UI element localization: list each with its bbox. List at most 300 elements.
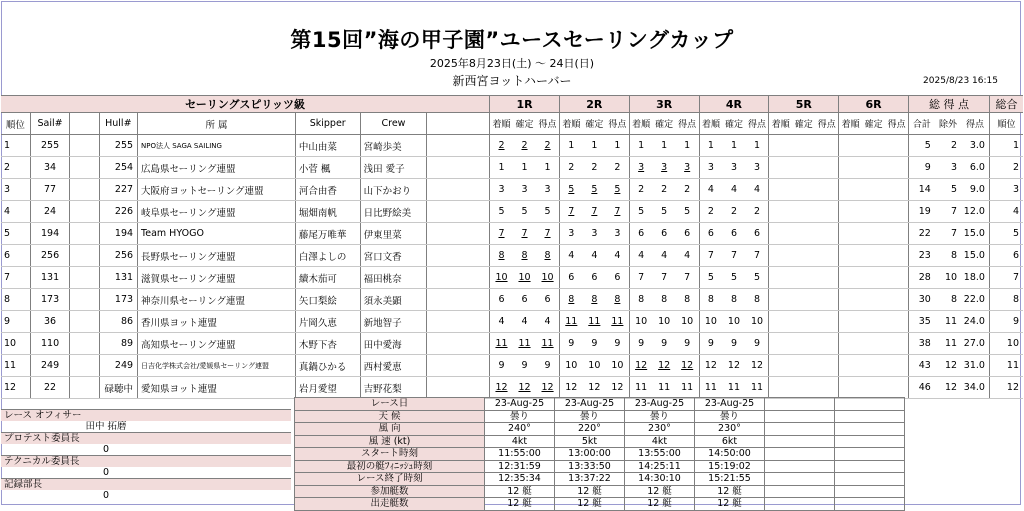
row-sum: 43 [909,355,935,377]
race-1-pts: 11 [536,333,559,355]
row-rank: 9 [1,311,30,333]
race-4-final: 8 [722,289,745,311]
race-4-finish: 8 [699,289,722,311]
row-crew: 宮崎歩美 [360,135,427,157]
official-name: 0 [102,490,110,501]
row-skipper: 真鍋ひかる [295,355,360,377]
race-1-pts: 1 [536,157,559,179]
row-overall-rank: 5 [989,223,1023,245]
race-1-pts: 9 [536,355,559,377]
row-org: 滋賀県セーリング連盟 [138,267,296,289]
row-crew: 新地智子 [360,311,427,333]
race-info-row [295,410,905,423]
row-skipper: 木野下杏 [295,333,360,355]
race-4-pts: 2 [746,201,769,223]
row-hull: 256 [99,245,137,267]
table-row [1,355,1023,377]
race-1-final: 2 [513,135,536,157]
race-3-final: 3 [653,157,676,179]
row-sail: 22 [30,377,69,399]
race-info-value: 15:19:02 [695,460,765,473]
race-2-finish: 4 [559,245,582,267]
race-info-value: 13:55:00 [625,448,695,461]
row-rank: 7 [1,267,30,289]
official-name-row [1,421,291,433]
race-3-final: 6 [653,223,676,245]
race-info-row [295,473,905,486]
row-sail: 194 [30,223,69,245]
official-role-row [1,433,291,445]
row-rank: 12 [1,377,30,399]
race-4-finish: 11 [699,377,722,399]
race-info-value: 12 艇 [625,485,695,498]
row-sail: 110 [30,333,69,355]
race-1-pts: 2 [536,135,559,157]
race-info-row [295,398,905,411]
col-race-5-pts: 得点 [815,113,838,135]
race-1-final: 4 [513,311,536,333]
row-score: 27.0 [961,333,989,355]
race-2-finish: 3 [559,223,582,245]
col-total-excl: 除外 [935,113,961,135]
race-3-finish: 1 [629,135,652,157]
printed-timestamp: 2025/8/23 16:15 [923,76,998,86]
row-excl: 7 [935,223,961,245]
row-score: 22.0 [961,289,989,311]
race-info-value: 14:30:10 [625,473,695,486]
race-4-pts: 6 [746,223,769,245]
race-4-finish: 2 [699,201,722,223]
race-2-final: 4 [583,245,606,267]
table-row [1,245,1023,267]
race-4-final: 2 [722,201,745,223]
row-sail: 131 [30,267,69,289]
row-hull: 173 [99,289,137,311]
row-skipper: 小菅 楓 [295,157,360,179]
race-1-finish: 11 [490,333,513,355]
row-excl: 11 [935,311,961,333]
header-row-1 [1,96,1023,113]
race-info-value: 230° [625,423,695,436]
col-race-3-finish: 着順 [629,113,652,135]
race-label-2: 2R [559,96,629,113]
race-info-row [295,498,905,511]
row-sum: 9 [909,157,935,179]
col-org: 所 属 [138,113,296,135]
row-excl: 8 [935,245,961,267]
row-excl: 5 [935,179,961,201]
row-skipper: 藤尾万唯華 [295,223,360,245]
race-4-pts: 9 [746,333,769,355]
race-info-value: 11:55:00 [485,448,555,461]
race-info-value: 13:33:50 [555,460,625,473]
race-2-finish: 7 [559,201,582,223]
race-info-row [295,448,905,461]
row-crew: 田中愛海 [360,333,427,355]
row-org: 広島県セーリング連盟 [138,157,296,179]
race-info-value: 曇り [485,410,555,423]
race-4-final: 12 [722,355,745,377]
race-3-pts: 10 [676,311,699,333]
race-3-finish: 7 [629,267,652,289]
race-info-value: 曇り [625,410,695,423]
race-2-final: 8 [583,289,606,311]
race-4-final: 11 [722,377,745,399]
race-2-finish: 12 [559,377,582,399]
race-2-finish: 9 [559,333,582,355]
race-2-final: 5 [583,179,606,201]
race-3-final: 7 [653,267,676,289]
race-1-pts: 10 [536,267,559,289]
page-title: 第15回”海の甲子園”ユースセーリングカップ [290,28,734,52]
race-2-final: 3 [583,223,606,245]
row-sail: 77 [30,179,69,201]
race-info-value: 4kt [485,435,555,448]
row-overall-rank: 7 [989,267,1023,289]
race-info-value: 12 艇 [695,498,765,511]
race-info-value: 12 艇 [555,485,625,498]
table-row [1,157,1023,179]
row-score: 15.0 [961,223,989,245]
row-org: 高知県セーリング連盟 [138,333,296,355]
race-2-final: 6 [583,267,606,289]
row-score: 31.0 [961,355,989,377]
row-rank: 2 [1,157,30,179]
col-race-2-final: 確定 [583,113,606,135]
race-2-pts: 6 [606,267,629,289]
row-score: 6.0 [961,157,989,179]
race-4-final: 6 [722,223,745,245]
col-hull: Hull# [99,113,137,135]
race-1-finish: 4 [490,311,513,333]
race-1-finish: 3 [490,179,513,201]
row-sail: 24 [30,201,69,223]
race-1-pts: 3 [536,179,559,201]
race-4-finish: 9 [699,333,722,355]
row-hull: 226 [99,201,137,223]
race-3-pts: 3 [676,157,699,179]
race-4-pts: 3 [746,157,769,179]
race-2-pts: 12 [606,377,629,399]
row-excl: 11 [935,333,961,355]
row-org: 長野県セーリング連盟 [138,245,296,267]
official-name: 0 [102,467,110,478]
race-2-finish: 11 [559,311,582,333]
race-3-finish: 5 [629,201,652,223]
race-2-pts: 1 [606,135,629,157]
race-2-finish: 1 [559,135,582,157]
table-row [1,377,1023,399]
col-race-4-final: 確定 [722,113,745,135]
col-race-6-pts: 得点 [885,113,908,135]
row-rank: 1 [1,135,30,157]
race-4-finish: 10 [699,311,722,333]
row-crew: 浅田 愛子 [360,157,427,179]
race-info-table [294,397,905,511]
race-info-label: 天 候 [295,410,485,423]
row-skipper: 岩月愛望 [295,377,360,399]
row-sail: 36 [30,311,69,333]
race-3-final: 8 [653,289,676,311]
race-3-finish: 3 [629,157,652,179]
row-overall-rank: 6 [989,245,1023,267]
row-score: 3.0 [961,135,989,157]
official-role-row [1,456,291,468]
row-crew: 伊東里菜 [360,223,427,245]
event-date: 2025年8月23日(土) ～ 24日(日) [429,57,595,70]
col-race-2-finish: 着順 [559,113,582,135]
table-row [1,267,1023,289]
race-1-final: 5 [513,201,536,223]
race-4-finish: 1 [699,135,722,157]
row-score: 24.0 [961,311,989,333]
row-sum: 19 [909,201,935,223]
col-crew: Crew [360,113,427,135]
col-overall-rank: 順位 [989,113,1023,135]
col-race-6-finish: 着順 [839,113,862,135]
row-skipper: 白澤よしの [295,245,360,267]
official-role-row [1,410,291,422]
race-3-final: 5 [653,201,676,223]
race-3-finish: 4 [629,245,652,267]
race-2-final: 12 [583,377,606,399]
row-sail: 173 [30,289,69,311]
race-1-final: 8 [513,245,536,267]
race-4-pts: 8 [746,289,769,311]
race-info-label: 参加艇数 [295,485,485,498]
race-1-finish: 7 [490,223,513,245]
race-1-pts: 12 [536,377,559,399]
race-4-pts: 12 [746,355,769,377]
col-race-3-final: 確定 [653,113,676,135]
race-info-value: 12:35:34 [485,473,555,486]
race-1-finish: 10 [490,267,513,289]
race-3-final: 9 [653,333,676,355]
row-sum: 46 [909,377,935,399]
race-3-finish: 2 [629,179,652,201]
race-3-finish: 10 [629,311,652,333]
row-skipper: 堀畑南帆 [295,201,360,223]
col-race-4-pts: 得点 [746,113,769,135]
officials-block [1,409,291,501]
table-row [1,135,1023,157]
row-excl: 12 [935,355,961,377]
table-row [1,289,1023,311]
race-3-pts: 6 [676,223,699,245]
row-hull: 89 [99,333,137,355]
race-2-finish: 10 [559,355,582,377]
row-skipper: 河合由香 [295,179,360,201]
col-race-1-finish: 着順 [490,113,513,135]
race-2-final: 1 [583,135,606,157]
race-4-final: 5 [722,267,745,289]
row-sail: 34 [30,157,69,179]
row-skipper: 矢口梨絵 [295,289,360,311]
race-1-final: 3 [513,179,536,201]
row-overall-rank: 10 [989,333,1023,355]
race-4-pts: 10 [746,311,769,333]
race-label-3: 3R [629,96,699,113]
race-1-final: 1 [513,157,536,179]
race-1-finish: 12 [490,377,513,399]
race-2-pts: 3 [606,223,629,245]
official-role: 記録部長 [1,479,291,491]
row-skipper: 續木茄可 [295,267,360,289]
race-2-pts: 11 [606,311,629,333]
race-4-finish: 12 [699,355,722,377]
results-table [1,95,1023,399]
race-2-final: 9 [583,333,606,355]
race-4-final: 7 [722,245,745,267]
row-excl: 12 [935,377,961,399]
race-3-pts: 2 [676,179,699,201]
row-crew: 吉野花梨 [360,377,427,399]
row-crew: 山下かおり [360,179,427,201]
row-org: 香川県ヨット連盟 [138,311,296,333]
race-2-pts: 10 [606,355,629,377]
row-excl: 8 [935,289,961,311]
race-4-finish: 5 [699,267,722,289]
race-2-final: 10 [583,355,606,377]
row-sum: 5 [909,135,935,157]
row-rank: 10 [1,333,30,355]
race-info-label: スタート時刻 [295,448,485,461]
col-race-5-finish: 着順 [769,113,792,135]
race-1-final: 10 [513,267,536,289]
row-hull: 227 [99,179,137,201]
row-crew: 福田桃奈 [360,267,427,289]
race-2-final: 7 [583,201,606,223]
race-label-6: 6R [839,96,909,113]
col-race-2-pts: 得点 [606,113,629,135]
row-sum: 35 [909,311,935,333]
race-1-finish: 2 [490,135,513,157]
col-total-sum: 合計 [909,113,935,135]
race-info-value: 23-Aug-25 [625,398,695,411]
race-3-finish: 8 [629,289,652,311]
race-info-value: 12 艇 [625,498,695,511]
race-2-pts: 4 [606,245,629,267]
race-1-final: 11 [513,333,536,355]
race-info-value: 23-Aug-25 [485,398,555,411]
official-role: レース オフィサー [1,410,291,422]
row-score: 34.0 [961,377,989,399]
race-1-pts: 4 [536,311,559,333]
row-crew: 西村愛恵 [360,355,427,377]
row-overall-rank: 9 [989,311,1023,333]
col-race-1-final: 確定 [513,113,536,135]
row-sail: 255 [30,135,69,157]
row-overall-rank: 2 [989,157,1023,179]
race-3-pts: 7 [676,267,699,289]
race-2-finish: 5 [559,179,582,201]
race-4-finish: 6 [699,223,722,245]
race-3-pts: 1 [676,135,699,157]
row-score: 12.0 [961,201,989,223]
row-hull: 249 [99,355,137,377]
race-info-value: 曇り [695,410,765,423]
race-2-pts: 5 [606,179,629,201]
col-rank: 順位 [1,113,30,135]
row-rank: 11 [1,355,30,377]
race-1-final: 9 [513,355,536,377]
race-4-pts: 11 [746,377,769,399]
race-1-finish: 8 [490,245,513,267]
race-3-final: 12 [653,355,676,377]
race-3-pts: 9 [676,333,699,355]
row-sum: 28 [909,267,935,289]
race-info-label: 最初の艇ﾌｨﾆｯｼｭ時刻 [295,460,485,473]
race-4-final: 9 [722,333,745,355]
race-info-label: 風 速 (kt) [295,435,485,448]
race-2-pts: 2 [606,157,629,179]
row-hull: 碌聴中 [99,377,137,399]
col-skipper: Skipper [295,113,360,135]
race-3-pts: 8 [676,289,699,311]
row-overall-rank: 12 [989,377,1023,399]
row-hull: 255 [99,135,137,157]
race-label-5: 5R [769,96,839,113]
race-4-pts: 4 [746,179,769,201]
race-1-pts: 6 [536,289,559,311]
event-venue: 新西宮ヨットハーバー [452,74,572,88]
row-overall-rank: 11 [989,355,1023,377]
race-info-row [295,423,905,436]
race-4-finish: 7 [699,245,722,267]
race-4-final: 10 [722,311,745,333]
row-sail: 256 [30,245,69,267]
official-name-row [1,444,291,456]
race-info-row [295,435,905,448]
race-2-final: 11 [583,311,606,333]
row-rank: 6 [1,245,30,267]
row-sail: 249 [30,355,69,377]
row-org: 神奈川県セーリング連盟 [138,289,296,311]
race-1-final: 12 [513,377,536,399]
race-2-finish: 2 [559,157,582,179]
row-crew: 日比野絵美 [360,201,427,223]
row-sum: 30 [909,289,935,311]
row-score: 9.0 [961,179,989,201]
official-name-row [1,467,291,479]
row-score: 18.0 [961,267,989,289]
race-info-value: 220° [555,423,625,436]
race-label-1: 1R [490,96,560,113]
race-3-finish: 6 [629,223,652,245]
table-row [1,201,1023,223]
row-rank: 5 [1,223,30,245]
race-info-value: 240° [485,423,555,436]
race-3-final: 11 [653,377,676,399]
race-3-final: 1 [653,135,676,157]
race-3-final: 4 [653,245,676,267]
row-rank: 3 [1,179,30,201]
race-info-value: 12 艇 [485,485,555,498]
race-4-pts: 7 [746,245,769,267]
official-name: 0 [102,444,110,455]
official-role: テクニカル委員長 [1,456,291,468]
race-4-finish: 3 [699,157,722,179]
overall-label: 総合 [989,96,1023,113]
race-1-finish: 9 [490,355,513,377]
race-1-pts: 7 [536,223,559,245]
race-3-finish: 9 [629,333,652,355]
row-org: NPO法人 SAGA SAILING [138,135,296,157]
table-row [1,223,1023,245]
official-name: 田中 拓磨 [85,421,127,432]
race-info-value: 13:00:00 [555,448,625,461]
row-skipper: 中山由菜 [295,135,360,157]
